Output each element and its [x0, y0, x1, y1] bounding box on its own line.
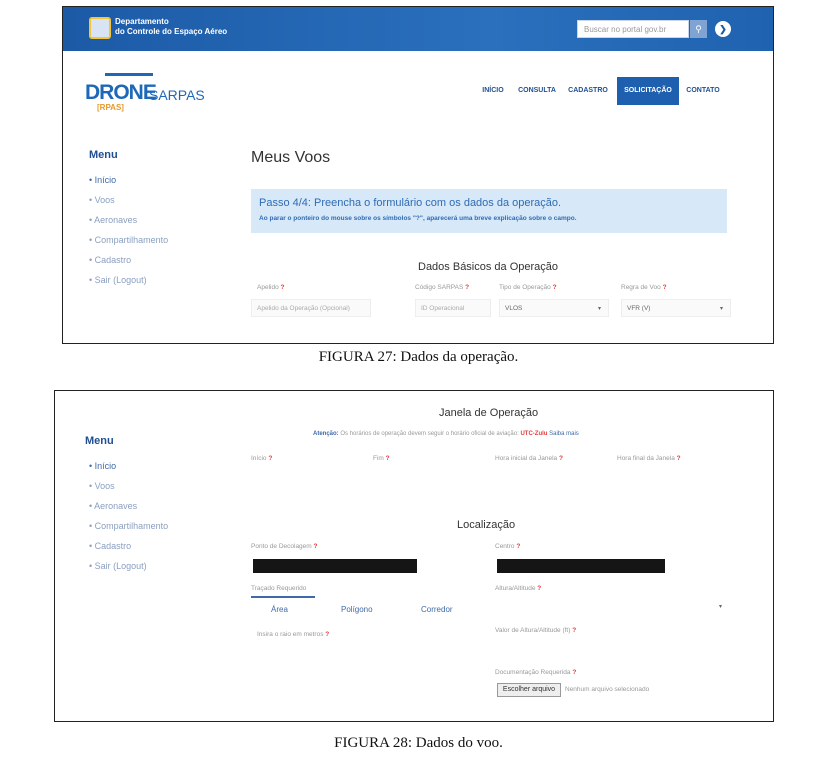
menu-item-logout[interactable]: • Sair (Logout) — [89, 275, 147, 285]
nav-cadastro[interactable]: CADASTRO — [568, 87, 608, 94]
field-label-regra: Regra de Voo ? — [621, 284, 667, 291]
drone-icon — [105, 73, 153, 76]
step-alert — [251, 189, 727, 233]
menu-item-aeronaves[interactable]: • Aeronaves — [89, 501, 138, 511]
alert-text: Ao parar o ponteiro do mouse sobre os símbolos "?", aparecerá uma breve explicação sobre o campo. — [259, 215, 577, 222]
tab-active-indicator — [251, 596, 315, 598]
menu-item-logout[interactable]: • Sair (Logout) — [89, 561, 147, 571]
field-label-centro: Centro ? — [495, 543, 521, 550]
nav-consulta[interactable]: CONSULTA — [518, 87, 556, 94]
field-label-documentacao: Documentação Requerida ? — [495, 669, 577, 676]
figure-28-caption: FIGURA 28: Dados do voo. — [334, 735, 503, 751]
field-label-inicio: Início ? — [251, 455, 273, 462]
field-label-hora-final: Hora final da Janela ? — [617, 455, 681, 462]
apelido-input[interactable]: Apelido da Operação (Opcional) — [251, 299, 371, 317]
gov-header-bar — [63, 7, 774, 51]
codigo-input[interactable]: ID Operacional — [415, 299, 491, 317]
search-icon[interactable]: ⚲ — [690, 20, 707, 38]
field-label-raio: Insira o raio em metros ? — [257, 631, 330, 638]
alert-title: Passo 4/4: Preencha o formulário com os dados da operação. — [259, 197, 562, 209]
menu-item-voos[interactable]: • Voos — [89, 195, 115, 205]
field-label-fim: Fim ? — [373, 455, 390, 462]
figure-27-screenshot — [62, 6, 774, 344]
file-status: Nenhum arquivo selecionado — [565, 686, 650, 693]
utc-notice: Atenção: Os horários de operação devem seguir o horário oficial de aviação: UTC-Zulu Saiba mais — [313, 431, 579, 437]
field-label-altura: Altura/Altitude ? — [495, 585, 542, 592]
field-label-tracado: Traçado Requerido — [251, 585, 307, 592]
menu-item-voos[interactable]: • Voos — [89, 481, 115, 491]
field-label-valor-altura: Valor de Altura/Altitude (ft) ? — [495, 627, 577, 634]
nav-solicitacao[interactable]: SOLICITAÇÃO — [617, 77, 679, 105]
field-label-hora-inicial: Hora inicial da Janela ? — [495, 455, 563, 462]
menu-item-compartilhamento[interactable]: • Compartilhamento — [89, 235, 169, 245]
menu-item-aeronaves[interactable]: • Aeronaves — [89, 215, 138, 225]
menu-item-cadastro[interactable]: • Cadastro — [89, 255, 132, 265]
field-label-tipo: Tipo de Operação ? — [499, 284, 557, 291]
page-title: Meus Voos — [251, 149, 331, 166]
choose-file-button[interactable]: Escolher arquivo — [497, 683, 561, 697]
tab-area[interactable]: Área — [271, 605, 288, 614]
field-label-apelido: Apelido ? — [257, 284, 285, 291]
regra-select[interactable]: VFR (V) — [621, 299, 731, 317]
chevron-down-icon: ▾ — [719, 604, 723, 610]
section-title: Dados Básicos da Operação — [418, 261, 559, 273]
chevron-down-icon: ▾ — [720, 306, 724, 312]
figure-28-screenshot — [54, 390, 774, 722]
figure-27-caption: FIGURA 27: Dados da operação. — [318, 349, 519, 365]
chevron-down-icon: ▾ — [598, 306, 602, 312]
redacted-takeoff — [253, 559, 417, 573]
department-name: Departamento do Controle do Espaço Aéreo — [115, 17, 228, 36]
nav-contato[interactable]: CONTATO — [686, 87, 720, 94]
menu-item-cadastro[interactable]: • Cadastro — [89, 541, 132, 551]
menu-item-compartilhamento[interactable]: • Compartilhamento — [89, 521, 169, 531]
user-icon[interactable]: ❯ — [715, 21, 731, 37]
nav-inicio[interactable]: INÍCIO — [482, 87, 504, 94]
menu-title: Menu — [89, 149, 118, 161]
tab-corredor[interactable]: Corredor — [421, 605, 453, 614]
section-janela: Janela de Operação — [439, 407, 539, 419]
section-localizacao: Localização — [457, 519, 516, 531]
menu-item-inicio[interactable]: • Início — [89, 175, 117, 185]
redacted-center — [497, 559, 665, 573]
search-input[interactable]: Buscar no portal gov.br — [577, 20, 689, 38]
menu-title: Menu — [85, 435, 114, 447]
emblem-icon — [89, 17, 111, 39]
field-label-codigo: Código SARPAS ? — [415, 284, 470, 291]
drone-sarpas-logo: DRONE SARPAS [RPAS] — [85, 67, 205, 111]
menu-item-inicio[interactable]: • Início — [89, 461, 117, 471]
field-label-decolagem: Ponto de Decolagem ? — [251, 543, 318, 550]
tipo-select[interactable]: VLOS — [499, 299, 609, 317]
tab-poligono[interactable]: Polígono — [341, 605, 373, 614]
